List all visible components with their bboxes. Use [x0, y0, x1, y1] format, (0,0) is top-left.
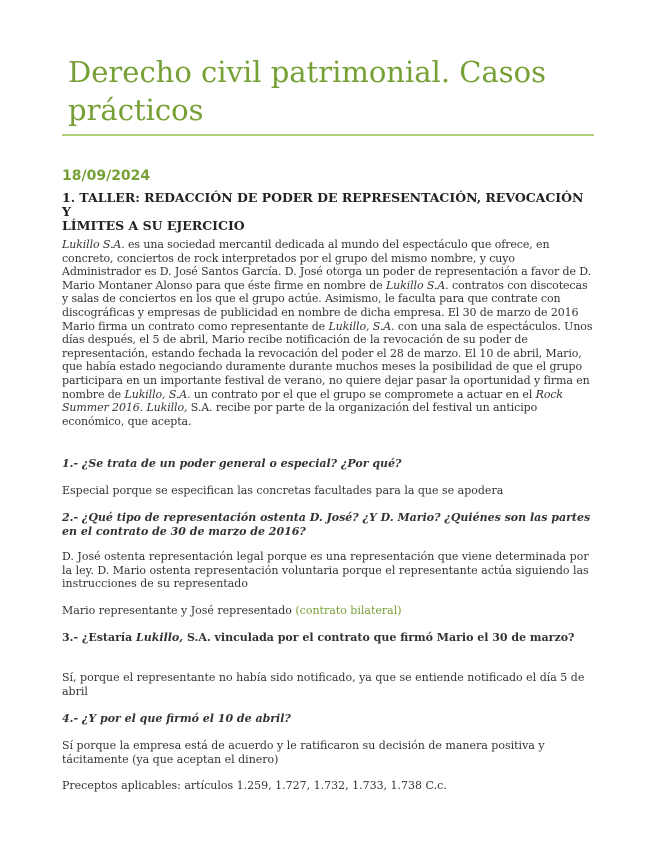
- title-divider: [62, 134, 594, 136]
- company-name: Lukillo,: [146, 401, 188, 415]
- document-date: 18/09/2024: [62, 168, 151, 184]
- question-2: 2.- ¿Qué tipo de representación ostenta D. José? ¿Y D. Mario? ¿Quiénes son las partes en el contrato de 30 de marzo de 2016?: [62, 511, 591, 538]
- answer-3: Sí, porque el representante no había sido notificado, ya que se entiende notificado el día 5 de abril: [62, 671, 585, 698]
- question-3: [62, 631, 594, 645]
- answer-2-parties-text: Mario representante y José representado: [62, 604, 296, 617]
- question-3-a: 3.- ¿Estaría: [62, 631, 137, 644]
- case-paragraph: [62, 238, 594, 428]
- case-text-b: contratos con discotecas y salas de conciertos en los que el grupo actúe. Asimismo, le faculta para que contrate con discográficas y empresas de publicidad en nombre de dicha empresa. El 30 de marzo de 2016 Mario firma un contrato como representante de: [62, 278, 588, 333]
- section-title-line-2: LÍMITES A SU EJERCICIO: [62, 218, 245, 233]
- section-title: [62, 191, 594, 233]
- question-4: 4.- ¿Y por el que firmó el 10 de abril?: [62, 712, 291, 725]
- case-text-d: un contrato por el que el grupo se compromete a actuar en el: [190, 387, 536, 401]
- answer-4: Sí porque la empresa está de acuerdo y le ratificaron su decisión de manera positiva y tácitamente (ya que aceptan el dinero): [62, 739, 545, 766]
- company-name: Lukillo,: [136, 631, 184, 644]
- section-title-line-1: 1. TALLER: REDACCIÓN DE PODER DE REPRESENTACIÓN, REVOCACIÓN Y: [62, 190, 584, 219]
- answer-2-note: (contrato bilateral): [295, 604, 402, 617]
- company-name: Lukillo, S.A.: [328, 319, 395, 333]
- case-text-f: S.A. recibe por parte de la organización del festival un anticipo económico, que acepta.: [62, 401, 538, 428]
- answer-1: Especial porque se especifican las concretas facultades para la que se apodera: [62, 484, 504, 497]
- case-text-c: con una sala de espectáculos. Unos días después, el 5 de abril, Mario recibe notificación de la revocación de su poder de representación, estando fechada la revocación del poder el 28 de marzo. El 10 de abril, Mario, que había estado negociando duramente durante muchos meses la posibilidad de que el grupo participara en un importante festival de verano, no quiere dejar pasar la oportunidad y firma en nombre de: [62, 319, 593, 401]
- question-1: 1.- ¿Se trata de un poder general o especial? ¿Por qué?: [62, 457, 402, 470]
- case-text-a: es una sociedad mercantil dedicada al mundo del espectáculo que ofrece, en concreto, conciertos de rock interpretados por el grupo del mismo nombre, y cuyo Administrador es D. José Santos García. D. José otorga un poder de representación a favor de D. Mario Montaner Alonso para que éste firme en nombre de: [62, 238, 592, 292]
- preceptos-aplicables: Preceptos aplicables: artículos 1.259, 1.727, 1.732, 1.733, 1.738 C.c.: [62, 779, 447, 792]
- festival-name: Rock Summer 2016: [62, 387, 563, 415]
- question-3-b: S.A. vinculada por el contrato que firmó Mario el 30 de marzo?: [183, 631, 575, 644]
- company-name: Lukillo S.A.: [62, 238, 125, 251]
- answer-2: D. José ostenta representación legal porque es una representación que viene determinada por la ley. D. Mario ostenta representación voluntaria porque el representante actúa siguiendo las instrucciones de su representado: [62, 550, 589, 591]
- company-name: Lukillo S.A.: [385, 278, 449, 292]
- company-name: Lukillo, S.A.: [124, 387, 191, 401]
- answer-2-parties: [62, 604, 594, 618]
- document-title: Derecho civil patrimonial. Casos prácticos: [68, 55, 546, 127]
- case-text-e: .: [139, 401, 147, 415]
